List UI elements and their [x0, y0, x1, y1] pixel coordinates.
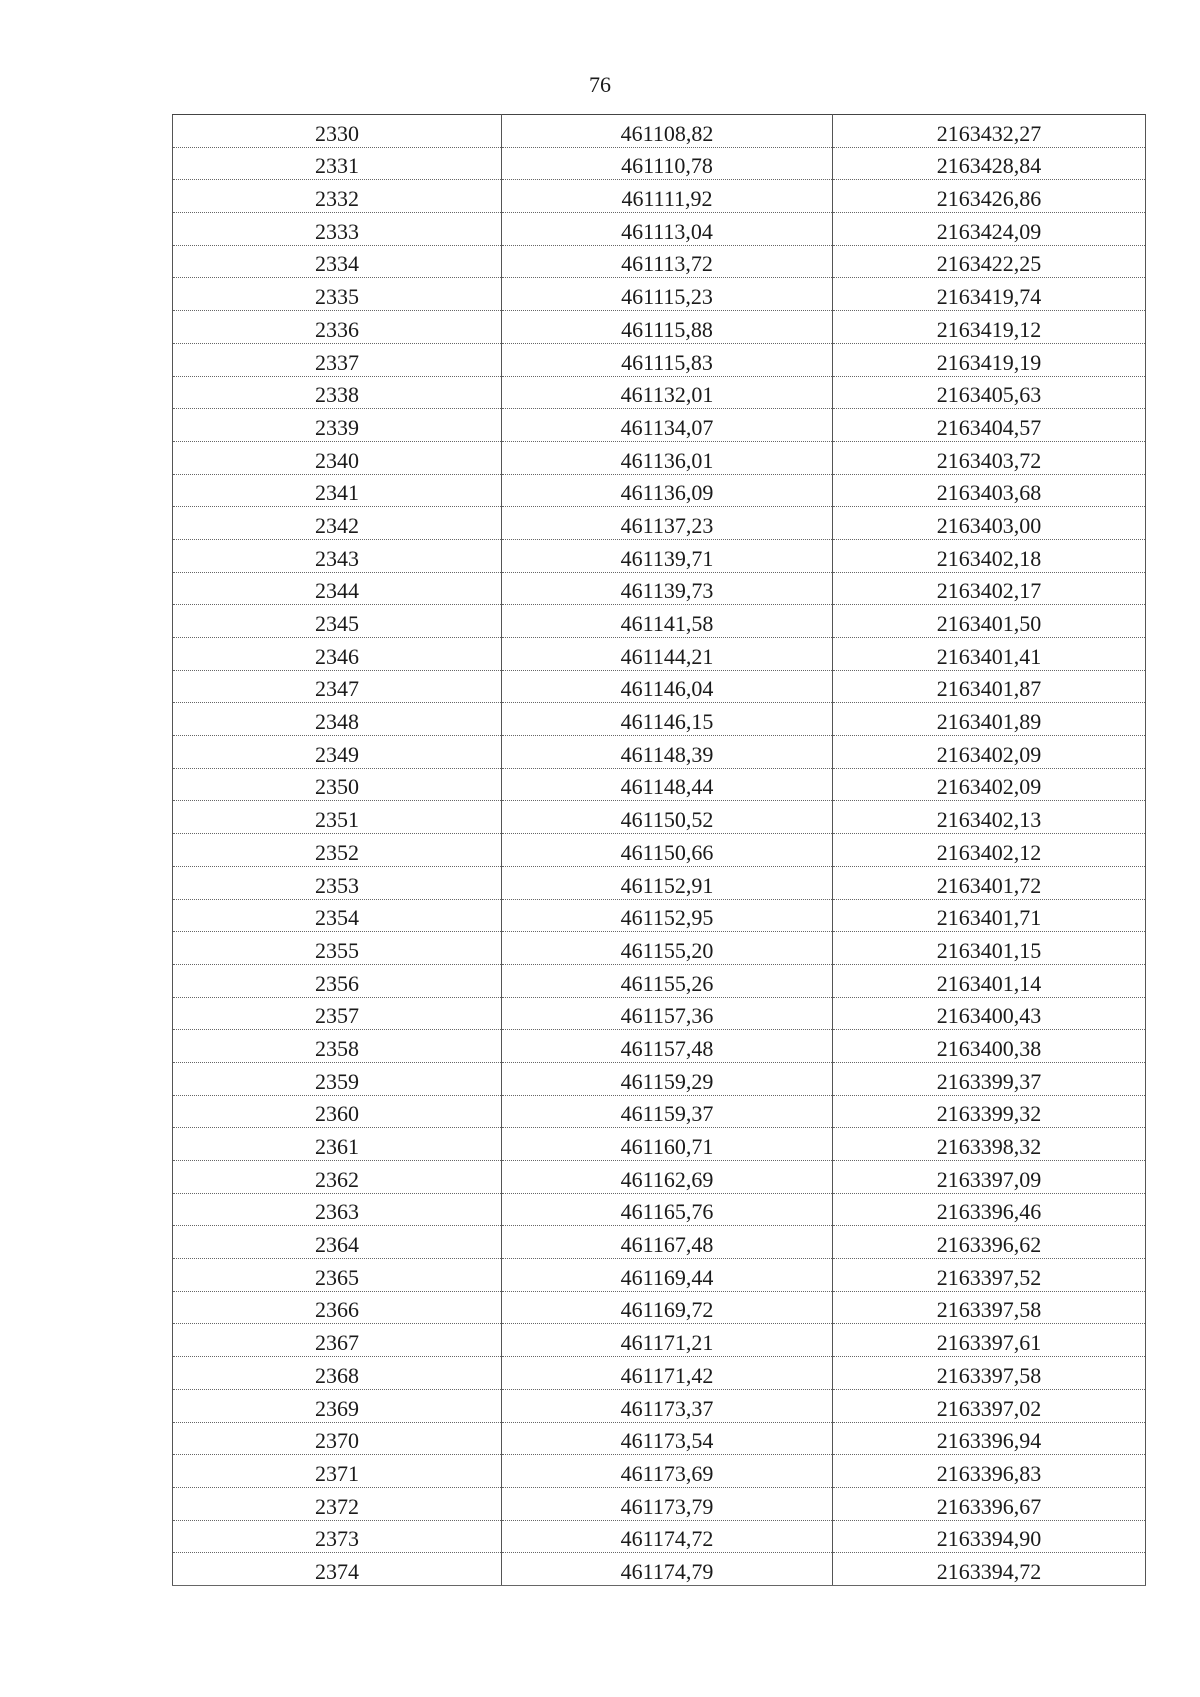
- y-coordinate-cell: 2163400,43: [833, 997, 1146, 1030]
- point-number-cell: 2341: [173, 474, 502, 507]
- table-row: [173, 1062, 1146, 1095]
- table-row: [173, 507, 1146, 540]
- x-coordinate-cell: 461152,95: [502, 899, 833, 932]
- point-number-cell: 2355: [173, 932, 502, 965]
- table-row: [173, 1487, 1146, 1520]
- y-coordinate-cell: 2163397,58: [833, 1357, 1146, 1390]
- point-number-cell: 2364: [173, 1226, 502, 1259]
- y-coordinate-cell: 2163401,14: [833, 964, 1146, 997]
- point-number-cell: 2362: [173, 1161, 502, 1194]
- y-coordinate-cell: 2163399,37: [833, 1062, 1146, 1095]
- table-row: [173, 1422, 1146, 1455]
- x-coordinate-cell: 461146,04: [502, 670, 833, 703]
- table-row: [173, 866, 1146, 899]
- x-coordinate-cell: 461150,66: [502, 834, 833, 867]
- y-coordinate-cell: 2163426,86: [833, 180, 1146, 213]
- point-number-cell: 2346: [173, 638, 502, 671]
- x-coordinate-cell: 461148,39: [502, 736, 833, 769]
- table-row: [173, 474, 1146, 507]
- coordinates-table-body: [173, 115, 1146, 1586]
- point-number-cell: 2352: [173, 834, 502, 867]
- y-coordinate-cell: 2163402,09: [833, 768, 1146, 801]
- table-row: [173, 1520, 1146, 1553]
- x-coordinate-cell: 461113,04: [502, 213, 833, 246]
- x-coordinate-cell: 461148,44: [502, 768, 833, 801]
- table-row: [173, 180, 1146, 213]
- x-coordinate-cell: 461132,01: [502, 376, 833, 409]
- x-coordinate-cell: 461167,48: [502, 1226, 833, 1259]
- table-row: [173, 441, 1146, 474]
- y-coordinate-cell: 2163397,09: [833, 1161, 1146, 1194]
- y-coordinate-cell: 2163397,58: [833, 1291, 1146, 1324]
- table-row: [173, 964, 1146, 997]
- point-number-cell: 2366: [173, 1291, 502, 1324]
- point-number-cell: 2335: [173, 278, 502, 311]
- point-number-cell: 2350: [173, 768, 502, 801]
- x-coordinate-cell: 461115,88: [502, 311, 833, 344]
- x-coordinate-cell: 461136,09: [502, 474, 833, 507]
- point-number-cell: 2363: [173, 1193, 502, 1226]
- x-coordinate-cell: 461139,71: [502, 539, 833, 572]
- y-coordinate-cell: 2163397,02: [833, 1389, 1146, 1422]
- point-number-cell: 2373: [173, 1520, 502, 1553]
- point-number-cell: 2368: [173, 1357, 502, 1390]
- point-number-cell: 2372: [173, 1487, 502, 1520]
- point-number-cell: 2358: [173, 1030, 502, 1063]
- y-coordinate-cell: 2163396,83: [833, 1455, 1146, 1488]
- point-number-cell: 2333: [173, 213, 502, 246]
- point-number-cell: 2330: [173, 115, 502, 148]
- point-number-cell: 2337: [173, 343, 502, 376]
- table-row: [173, 1389, 1146, 1422]
- point-number-cell: 2338: [173, 376, 502, 409]
- table-row: [173, 311, 1146, 344]
- x-coordinate-cell: 461157,48: [502, 1030, 833, 1063]
- x-coordinate-cell: 461141,58: [502, 605, 833, 638]
- x-coordinate-cell: 461155,26: [502, 964, 833, 997]
- point-number-cell: 2340: [173, 441, 502, 474]
- x-coordinate-cell: 461171,21: [502, 1324, 833, 1357]
- point-number-cell: 2348: [173, 703, 502, 736]
- x-coordinate-cell: 461113,72: [502, 245, 833, 278]
- point-number-cell: 2343: [173, 539, 502, 572]
- point-number-cell: 2339: [173, 409, 502, 442]
- page-number: 76: [589, 72, 611, 97]
- table-row: [173, 1324, 1146, 1357]
- x-coordinate-cell: 461152,91: [502, 866, 833, 899]
- x-coordinate-cell: 461165,76: [502, 1193, 833, 1226]
- table-row: [173, 376, 1146, 409]
- table-row: [173, 1030, 1146, 1063]
- table-row: [173, 1161, 1146, 1194]
- x-coordinate-cell: 461115,23: [502, 278, 833, 311]
- point-number-cell: 2357: [173, 997, 502, 1030]
- table-row: [173, 409, 1146, 442]
- y-coordinate-cell: 2163396,62: [833, 1226, 1146, 1259]
- y-coordinate-cell: 2163396,67: [833, 1487, 1146, 1520]
- x-coordinate-cell: 461173,37: [502, 1389, 833, 1422]
- x-coordinate-cell: 461111,92: [502, 180, 833, 213]
- y-coordinate-cell: 2163394,90: [833, 1520, 1146, 1553]
- y-coordinate-cell: 2163401,50: [833, 605, 1146, 638]
- table-row: [173, 147, 1146, 180]
- table-row: [173, 1128, 1146, 1161]
- table-row: [173, 278, 1146, 311]
- table-row: [173, 834, 1146, 867]
- y-coordinate-cell: 2163394,72: [833, 1553, 1146, 1586]
- y-coordinate-cell: 2163404,57: [833, 409, 1146, 442]
- point-number-cell: 2332: [173, 180, 502, 213]
- x-coordinate-cell: 461173,69: [502, 1455, 833, 1488]
- table-row: [173, 1226, 1146, 1259]
- y-coordinate-cell: 2163401,87: [833, 670, 1146, 703]
- y-coordinate-cell: 2163402,17: [833, 572, 1146, 605]
- y-coordinate-cell: 2163432,27: [833, 115, 1146, 148]
- point-number-cell: 2354: [173, 899, 502, 932]
- y-coordinate-cell: 2163396,94: [833, 1422, 1146, 1455]
- point-number-cell: 2349: [173, 736, 502, 769]
- table-row: [173, 1095, 1146, 1128]
- y-coordinate-cell: 2163403,00: [833, 507, 1146, 540]
- point-number-cell: 2344: [173, 572, 502, 605]
- y-coordinate-cell: 2163401,15: [833, 932, 1146, 965]
- x-coordinate-cell: 461159,37: [502, 1095, 833, 1128]
- point-number-cell: 2334: [173, 245, 502, 278]
- point-number-cell: 2353: [173, 866, 502, 899]
- table-row: [173, 1553, 1146, 1586]
- y-coordinate-cell: 2163402,09: [833, 736, 1146, 769]
- table-row: [173, 343, 1146, 376]
- y-coordinate-cell: 2163397,61: [833, 1324, 1146, 1357]
- x-coordinate-cell: 461155,20: [502, 932, 833, 965]
- y-coordinate-cell: 2163405,63: [833, 376, 1146, 409]
- point-number-cell: 2369: [173, 1389, 502, 1422]
- point-number-cell: 2360: [173, 1095, 502, 1128]
- y-coordinate-cell: 2163419,12: [833, 311, 1146, 344]
- point-number-cell: 2359: [173, 1062, 502, 1095]
- table-row: [173, 539, 1146, 572]
- point-number-cell: 2347: [173, 670, 502, 703]
- x-coordinate-cell: 461174,79: [502, 1553, 833, 1586]
- y-coordinate-cell: 2163398,32: [833, 1128, 1146, 1161]
- x-coordinate-cell: 461174,72: [502, 1520, 833, 1553]
- y-coordinate-cell: 2163399,32: [833, 1095, 1146, 1128]
- table-row: [173, 115, 1146, 148]
- y-coordinate-cell: 2163400,38: [833, 1030, 1146, 1063]
- x-coordinate-cell: 461136,01: [502, 441, 833, 474]
- y-coordinate-cell: 2163424,09: [833, 213, 1146, 246]
- table-row: [173, 801, 1146, 834]
- point-number-cell: 2371: [173, 1455, 502, 1488]
- x-coordinate-cell: 461173,54: [502, 1422, 833, 1455]
- x-coordinate-cell: 461171,42: [502, 1357, 833, 1390]
- point-number-cell: 2370: [173, 1422, 502, 1455]
- y-coordinate-cell: 2163396,46: [833, 1193, 1146, 1226]
- table-row: [173, 1291, 1146, 1324]
- point-number-cell: 2374: [173, 1553, 502, 1586]
- table-row: [173, 1357, 1146, 1390]
- y-coordinate-cell: 2163401,72: [833, 866, 1146, 899]
- x-coordinate-cell: 461150,52: [502, 801, 833, 834]
- x-coordinate-cell: 461144,21: [502, 638, 833, 671]
- table-row: [173, 997, 1146, 1030]
- y-coordinate-cell: 2163401,41: [833, 638, 1146, 671]
- y-coordinate-cell: 2163402,12: [833, 834, 1146, 867]
- y-coordinate-cell: 2163402,18: [833, 539, 1146, 572]
- table-row: [173, 1259, 1146, 1292]
- table-row: [173, 572, 1146, 605]
- point-number-cell: 2342: [173, 507, 502, 540]
- y-coordinate-cell: 2163403,72: [833, 441, 1146, 474]
- x-coordinate-cell: 461108,82: [502, 115, 833, 148]
- point-number-cell: 2351: [173, 801, 502, 834]
- table-row: [173, 245, 1146, 278]
- x-coordinate-cell: 461139,73: [502, 572, 833, 605]
- table-row: [173, 1455, 1146, 1488]
- x-coordinate-cell: 461173,79: [502, 1487, 833, 1520]
- table-row: [173, 605, 1146, 638]
- table-row: [173, 213, 1146, 246]
- y-coordinate-cell: 2163419,74: [833, 278, 1146, 311]
- table-row: [173, 1193, 1146, 1226]
- y-coordinate-cell: 2163403,68: [833, 474, 1146, 507]
- y-coordinate-cell: 2163402,13: [833, 801, 1146, 834]
- table-row: [173, 670, 1146, 703]
- table-row: [173, 736, 1146, 769]
- x-coordinate-cell: 461146,15: [502, 703, 833, 736]
- table-row: [173, 768, 1146, 801]
- x-coordinate-cell: 461137,23: [502, 507, 833, 540]
- x-coordinate-cell: 461160,71: [502, 1128, 833, 1161]
- point-number-cell: 2336: [173, 311, 502, 344]
- y-coordinate-cell: 2163401,89: [833, 703, 1146, 736]
- y-coordinate-cell: 2163428,84: [833, 147, 1146, 180]
- point-number-cell: 2361: [173, 1128, 502, 1161]
- point-number-cell: 2331: [173, 147, 502, 180]
- x-coordinate-cell: 461115,83: [502, 343, 833, 376]
- y-coordinate-cell: 2163422,25: [833, 245, 1146, 278]
- x-coordinate-cell: 461159,29: [502, 1062, 833, 1095]
- table-row: [173, 703, 1146, 736]
- table-row: [173, 932, 1146, 965]
- x-coordinate-cell: 461134,07: [502, 409, 833, 442]
- x-coordinate-cell: 461110,78: [502, 147, 833, 180]
- point-number-cell: 2356: [173, 964, 502, 997]
- table-row: [173, 899, 1146, 932]
- table-row: [173, 638, 1146, 671]
- coordinates-table: [172, 114, 1146, 1586]
- point-number-cell: 2367: [173, 1324, 502, 1357]
- x-coordinate-cell: 461157,36: [502, 997, 833, 1030]
- point-number-cell: 2365: [173, 1259, 502, 1292]
- point-number-cell: 2345: [173, 605, 502, 638]
- x-coordinate-cell: 461162,69: [502, 1161, 833, 1194]
- y-coordinate-cell: 2163397,52: [833, 1259, 1146, 1292]
- y-coordinate-cell: 2163401,71: [833, 899, 1146, 932]
- x-coordinate-cell: 461169,72: [502, 1291, 833, 1324]
- y-coordinate-cell: 2163419,19: [833, 343, 1146, 376]
- x-coordinate-cell: 461169,44: [502, 1259, 833, 1292]
